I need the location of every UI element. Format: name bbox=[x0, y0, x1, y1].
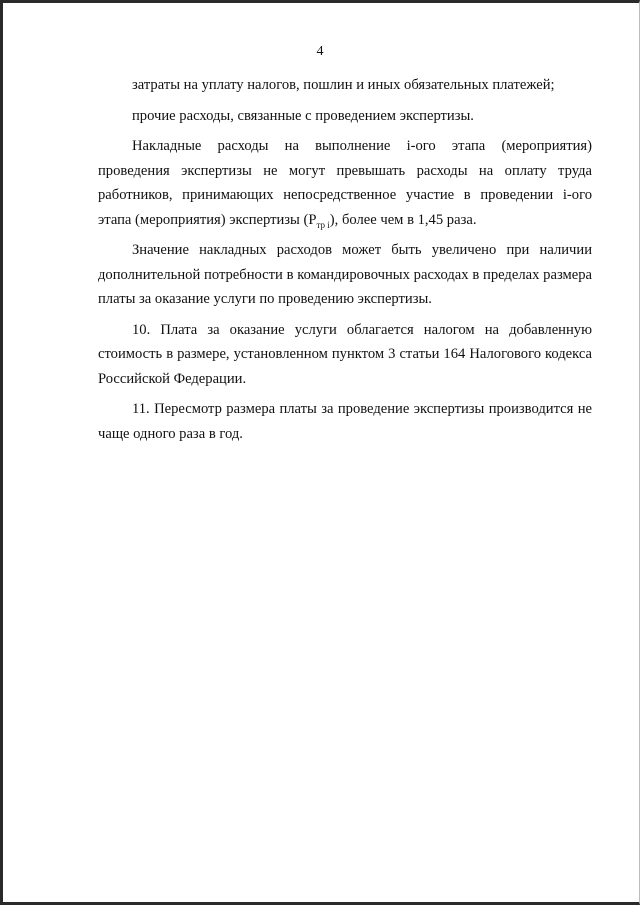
page-number: 4 bbox=[316, 44, 324, 59]
document-body bbox=[98, 73, 592, 452]
paragraph-overhead-limit bbox=[98, 134, 592, 232]
paragraph-taxes: затраты на уплату налогов, пошлин и иных обязательных платежей; bbox=[132, 77, 555, 93]
paragraph-item-11: 11. Пересмотр размера платы за проведение экспертизы производится не чаще одного раза в год. bbox=[98, 401, 592, 442]
overhead-text-before: Накладные расходы на выполнение i-ого этапа (мероприятия) проведения экспертизы не могут превышать расходы на оплату труда работников, принимающих непосредственное участие в проведении i-ого этапа (мероприятия) экспертизы (Р bbox=[98, 138, 592, 228]
overhead-text-after: ), более чем в 1,45 раза. bbox=[329, 211, 477, 228]
overhead-subscript: тр i bbox=[316, 219, 330, 230]
paragraph-other-expenses: прочие расходы, связанные с проведением экспертизы. bbox=[132, 107, 474, 124]
paragraph-overhead-increase: Значение накладных расходов может быть увеличено при наличии дополнительной потребности в командировочных расходах в пределах размера платы за оказание услуги по проведению экспертизы. bbox=[98, 242, 592, 307]
paragraph-item-10: 10. Плата за оказание услуги облагается налогом на добавленную стоимость в размере, установленном пунктом 3 статьи 164 Налогового кодекса Российской Федерации. bbox=[98, 321, 592, 387]
